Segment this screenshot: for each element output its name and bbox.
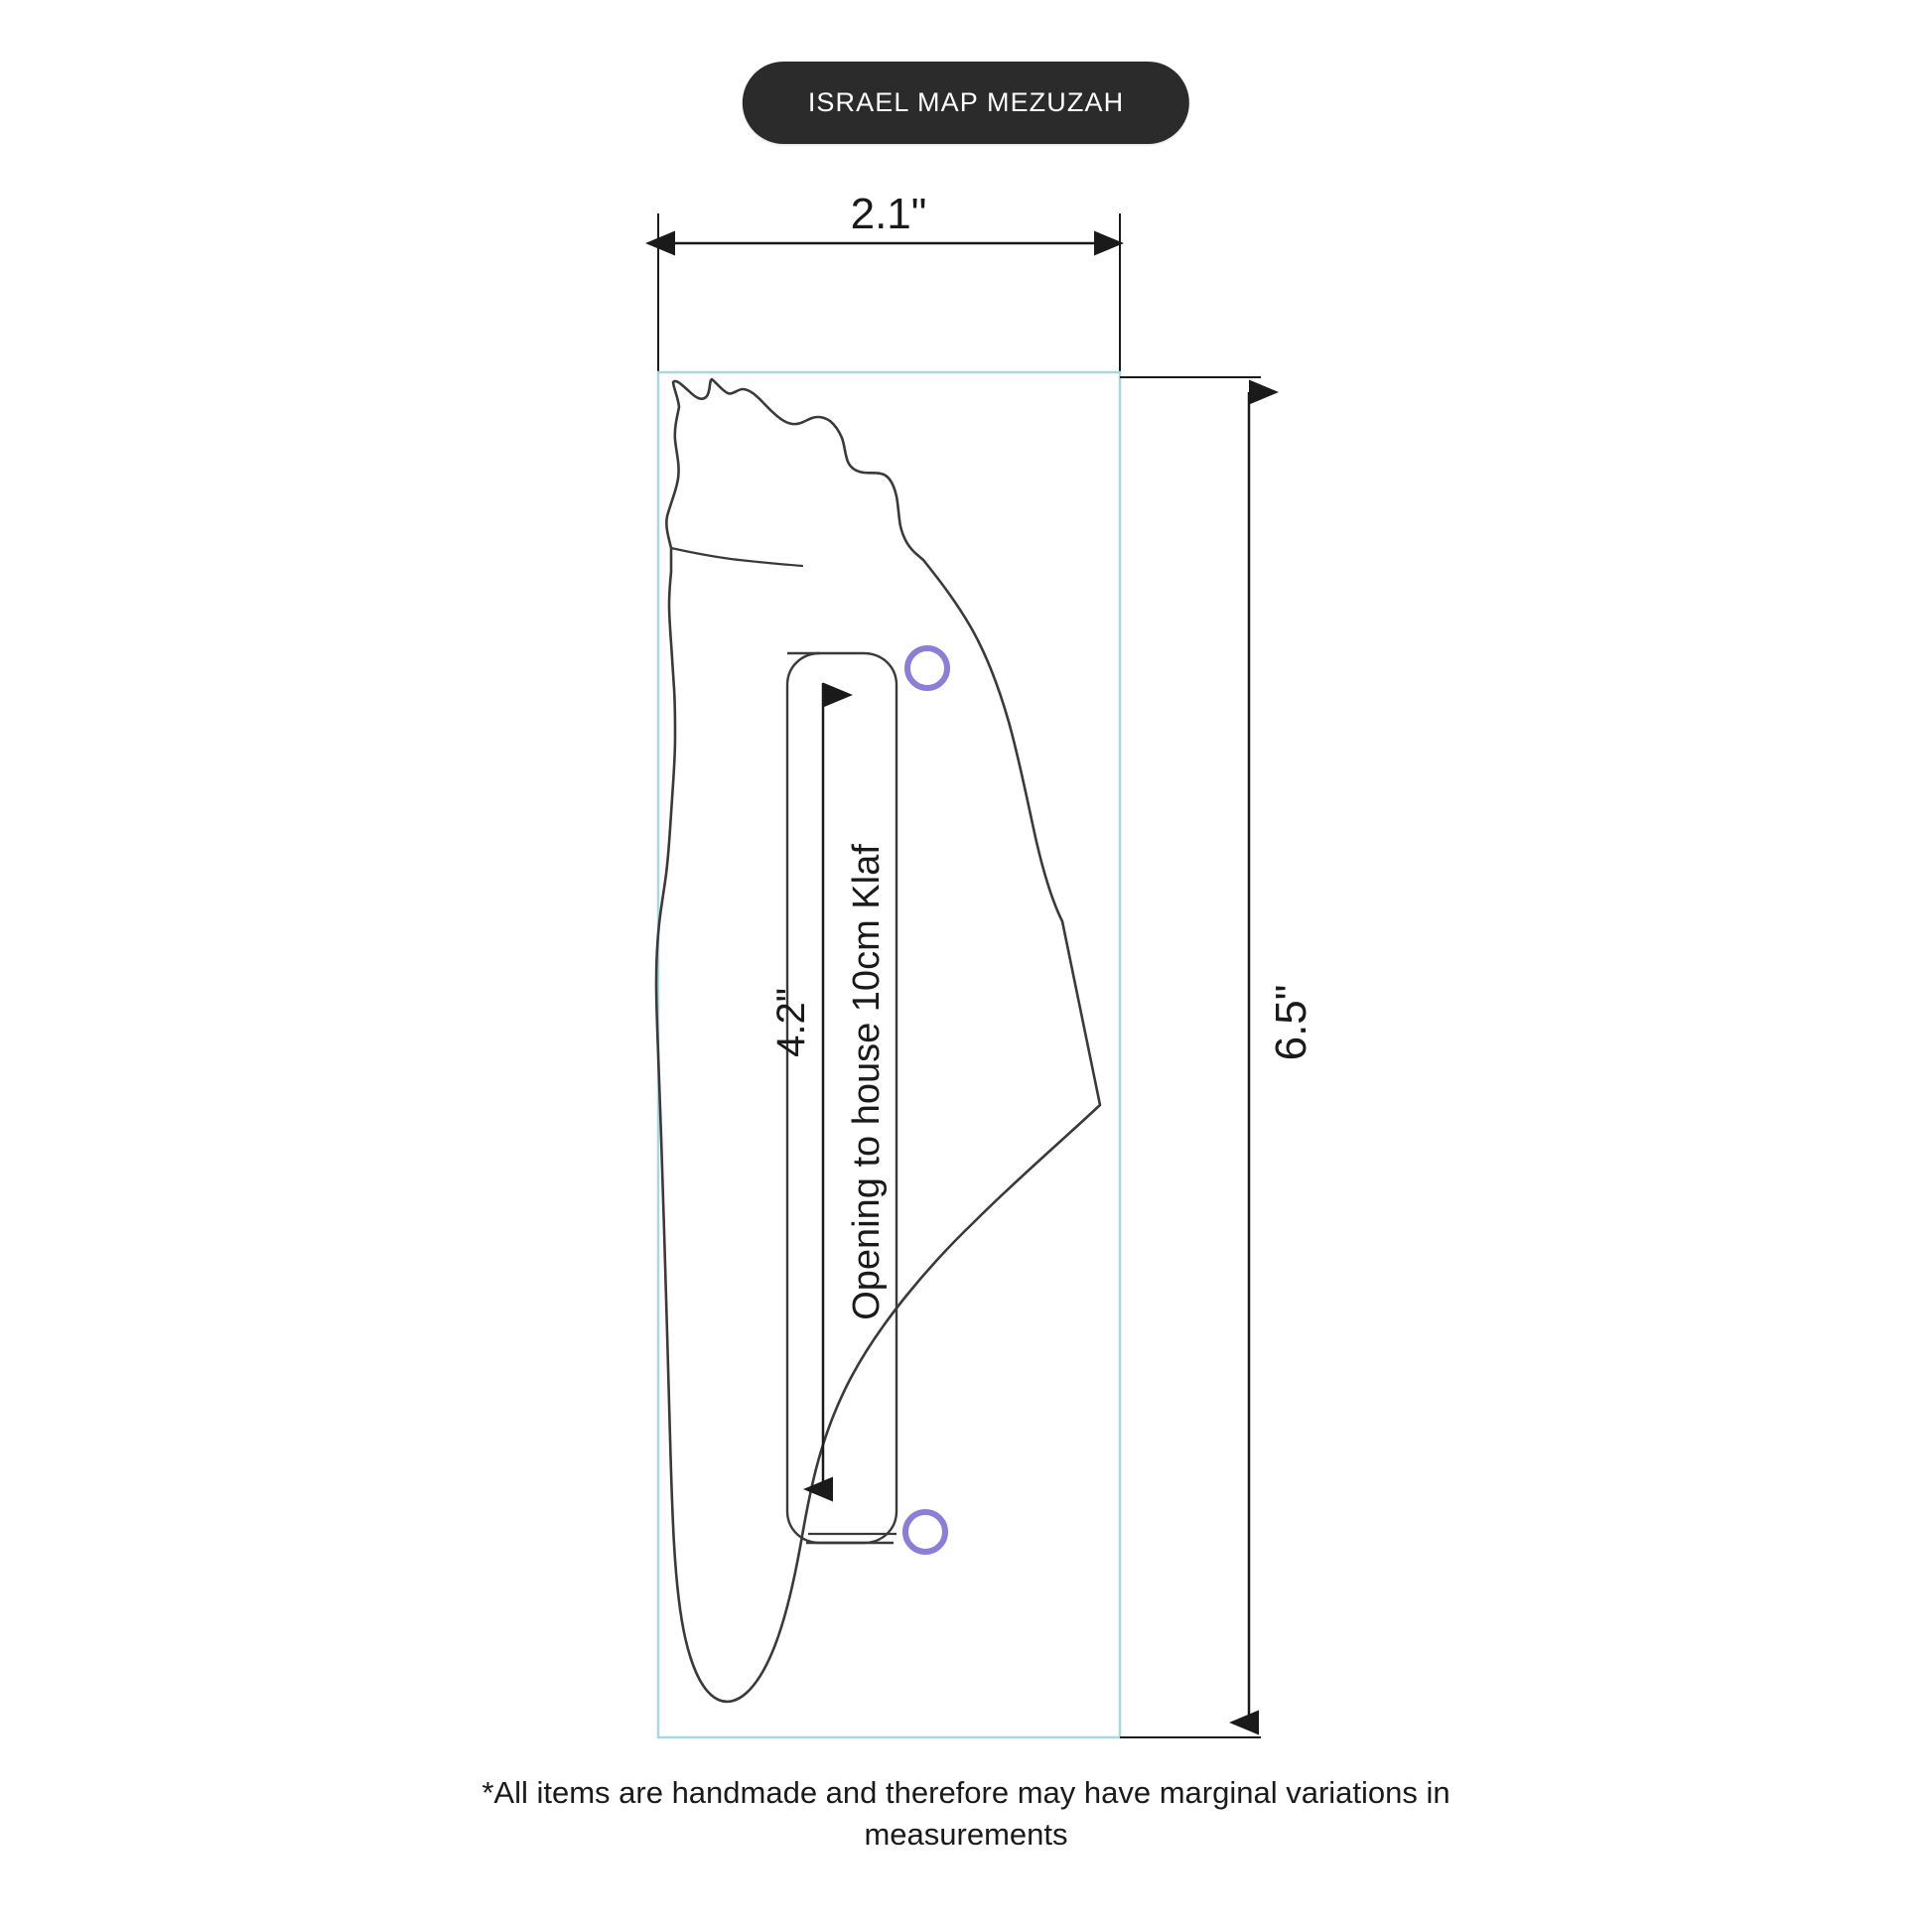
opening-marker-bottom xyxy=(905,1512,945,1552)
dimension-height-label: 6.5" xyxy=(1267,984,1315,1061)
footnote-text: *All items are handmade and therefore may have marginal variations in measurements xyxy=(482,1775,1450,1852)
dimension-height xyxy=(1120,377,1261,1737)
dimension-width-label: 2.1" xyxy=(850,190,927,238)
opening-marker-top xyxy=(907,648,947,688)
dimension-opening-length-label: 4.2" xyxy=(769,988,813,1057)
page-title: ISRAEL MAP MEZUZAH xyxy=(743,62,1189,144)
opening-note-label: Opening to house 10cm Klaf xyxy=(846,844,888,1320)
